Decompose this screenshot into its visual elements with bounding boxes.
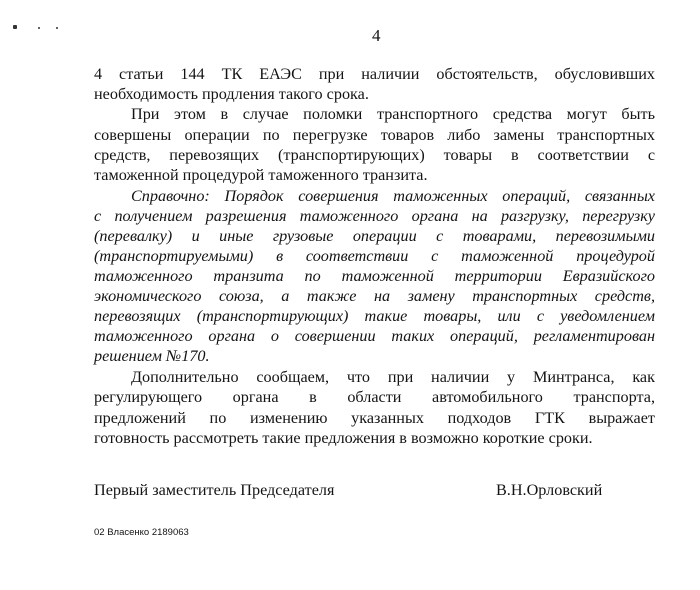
- reference-line-3: (перевалку) и иные грузовые операции с товарами, перевозимыми: [94, 227, 655, 245]
- scan-speck: [13, 25, 17, 29]
- paragraph-4-line-2: регулирующего органа в области автомобильного транспорта,: [94, 388, 655, 406]
- reference-line-8: таможенного органа о совершении таких операций, регламентирован: [94, 327, 655, 345]
- paragraph-2-line-1: При этом в случае поломки транспортного средства могут быть: [131, 105, 655, 123]
- reference-line-4: (транспортируемыми) в соответствии с таможенной процедурой: [94, 247, 655, 265]
- paragraph-2-line-2: совершены операции по перегрузке товаров либо замены транспортных: [94, 126, 655, 144]
- reference-line-2: с получением разрешения таможенного органа на разгрузку, перегрузку: [94, 207, 655, 225]
- signatory-name: В.Н.Орловский: [496, 481, 603, 499]
- paragraph-4-line-1: Дополнительно сообщаем, что при наличии у Минтранса, как: [131, 368, 655, 386]
- executor-note: 02 Власенко 2189063: [94, 527, 189, 538]
- paragraph-1-line-2: необходимость продления такого срока.: [94, 85, 369, 103]
- paragraph-2-line-4: таможенной процедурой таможенного транзита.: [94, 166, 428, 184]
- reference-line-9: решением №170.: [94, 347, 210, 365]
- paragraph-4-line-3: предложений по изменению указанных подходов ГТК выражает: [94, 409, 655, 427]
- signatory-position: Первый заместитель Председателя: [94, 481, 335, 499]
- scan-speck: [56, 27, 58, 29]
- paragraph-2-line-3: средств, перевозящих (транспортирующих) товары в соответствии с: [94, 146, 655, 164]
- reference-line-5: таможенного транзита по таможенной территории Евразийского: [94, 267, 655, 285]
- paragraph-4-line-4: готовность рассмотреть такие предложения в возможно короткие сроки.: [94, 429, 593, 447]
- reference-line-7: перевозящих (транспортирующих) такие товары, или с уведомлением: [94, 307, 655, 325]
- page-number: 4: [372, 26, 381, 45]
- reference-line-6: экономического союза, а также на замену транспортных средств,: [94, 287, 655, 305]
- scan-speck: [38, 27, 40, 29]
- reference-line-1: Справочно: Порядок совершения таможенных операций, связанных: [131, 187, 655, 205]
- paragraph-1-line-1: 4 статьи 144 ТК ЕАЭС при наличии обстоятельств, обусловивших: [94, 65, 655, 83]
